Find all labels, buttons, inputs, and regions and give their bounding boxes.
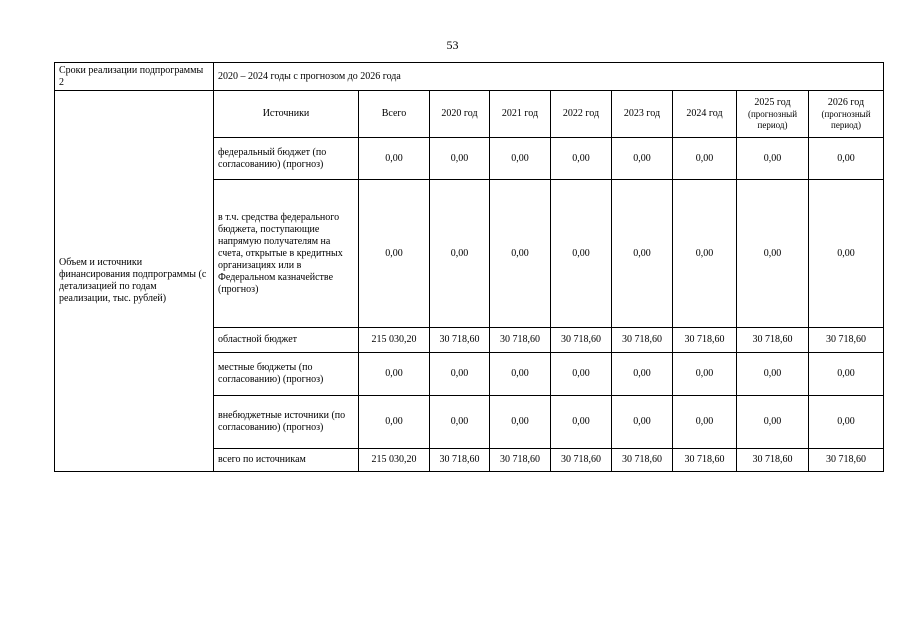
header-2022: 2022 год: [551, 91, 612, 138]
value-cell: 0,00: [673, 353, 737, 396]
value-cell: 0,00: [612, 353, 673, 396]
value-cell: 0,00: [551, 138, 612, 180]
header-2026-year: 2026 год: [827, 97, 865, 108]
value-cell: 0,00: [737, 353, 809, 396]
period-label: Сроки реализации подпрограммы 2: [55, 63, 214, 91]
period-row: [55, 63, 884, 91]
header-2025-year: 2025 год: [754, 97, 791, 108]
value-cell: 0,00: [612, 180, 673, 328]
header-2025-note: (прогнозный период): [747, 109, 798, 130]
value-cell: 30 718,60: [612, 328, 673, 353]
value-cell: 0,00: [359, 180, 430, 328]
funding-label: Объем и источники финансирования подпрограммы (с детализацией по годам реализации, тыс. рублей): [55, 91, 214, 472]
source-total: всего по источникам: [214, 449, 359, 472]
value-cell: 0,00: [809, 396, 884, 449]
value-cell: 0,00: [737, 138, 809, 180]
value-cell: 0,00: [430, 138, 490, 180]
value-cell: 30 718,60: [551, 328, 612, 353]
value-cell: 30 718,60: [430, 328, 490, 353]
source-regional: областной бюджет: [214, 328, 359, 353]
value-cell: 0,00: [430, 353, 490, 396]
header-2026: [809, 91, 884, 138]
value-cell: 30 718,60: [673, 449, 737, 472]
value-cell: 0,00: [430, 396, 490, 449]
value-cell: 30 718,60: [490, 328, 551, 353]
value-cell: 30 718,60: [612, 449, 673, 472]
value-cell: 0,00: [673, 138, 737, 180]
header-source: Источники: [214, 91, 359, 138]
value-cell: 0,00: [809, 180, 884, 328]
value-cell: 30 718,60: [490, 449, 551, 472]
header-2020: 2020 год: [430, 91, 490, 138]
value-cell: 0,00: [359, 138, 430, 180]
value-cell: 0,00: [737, 396, 809, 449]
value-cell: 0,00: [359, 396, 430, 449]
header-total: Всего: [359, 91, 430, 138]
value-cell: 0,00: [490, 180, 551, 328]
value-cell: 0,00: [612, 138, 673, 180]
value-cell: 0,00: [612, 396, 673, 449]
value-cell: 0,00: [551, 396, 612, 449]
source-federal-direct: в т.ч. средства федерального бюджета, поступающие напрямую получателям на счета, открытые в кредитных организациях или в Федеральном казначействе (прогноз): [214, 180, 359, 328]
header-2025: [737, 91, 809, 138]
page-number: 53: [446, 38, 459, 52]
value-cell: 0,00: [673, 396, 737, 449]
value-cell: 0,00: [359, 353, 430, 396]
value-cell: 0,00: [490, 138, 551, 180]
value-cell: 0,00: [551, 180, 612, 328]
value-cell: 0,00: [737, 180, 809, 328]
header-2021: 2021 год: [490, 91, 551, 138]
value-cell: 0,00: [673, 180, 737, 328]
source-extrabudgetary: внебюджетные источники (по согласованию) (прогноз): [214, 396, 359, 449]
header-2026-note: (прогнозный период): [821, 109, 871, 130]
value-cell: 30 718,60: [809, 449, 884, 472]
subprogram-passport-table: [54, 62, 884, 472]
value-cell: 30 718,60: [673, 328, 737, 353]
value-cell: 0,00: [490, 396, 551, 449]
value-cell: 0,00: [809, 138, 884, 180]
value-cell: 0,00: [430, 180, 490, 328]
value-cell: 30 718,60: [430, 449, 490, 472]
source-federal: федеральный бюджет (по согласованию) (прогноз): [214, 138, 359, 180]
period-value: 2020 – 2024 годы с прогнозом до 2026 года: [214, 63, 884, 91]
value-cell: 215 030,20: [359, 449, 430, 472]
source-local: местные бюджеты (по согласованию) (прогноз): [214, 353, 359, 396]
value-cell: 0,00: [490, 353, 551, 396]
value-cell: 0,00: [809, 353, 884, 396]
value-cell: 215 030,20: [359, 328, 430, 353]
value-cell: 30 718,60: [809, 328, 884, 353]
value-cell: 30 718,60: [737, 328, 809, 353]
header-2024: 2024 год: [673, 91, 737, 138]
value-cell: 30 718,60: [551, 449, 612, 472]
value-cell: 30 718,60: [737, 449, 809, 472]
header-2023: 2023 год: [612, 91, 673, 138]
value-cell: 0,00: [551, 353, 612, 396]
header-row: [55, 91, 884, 138]
